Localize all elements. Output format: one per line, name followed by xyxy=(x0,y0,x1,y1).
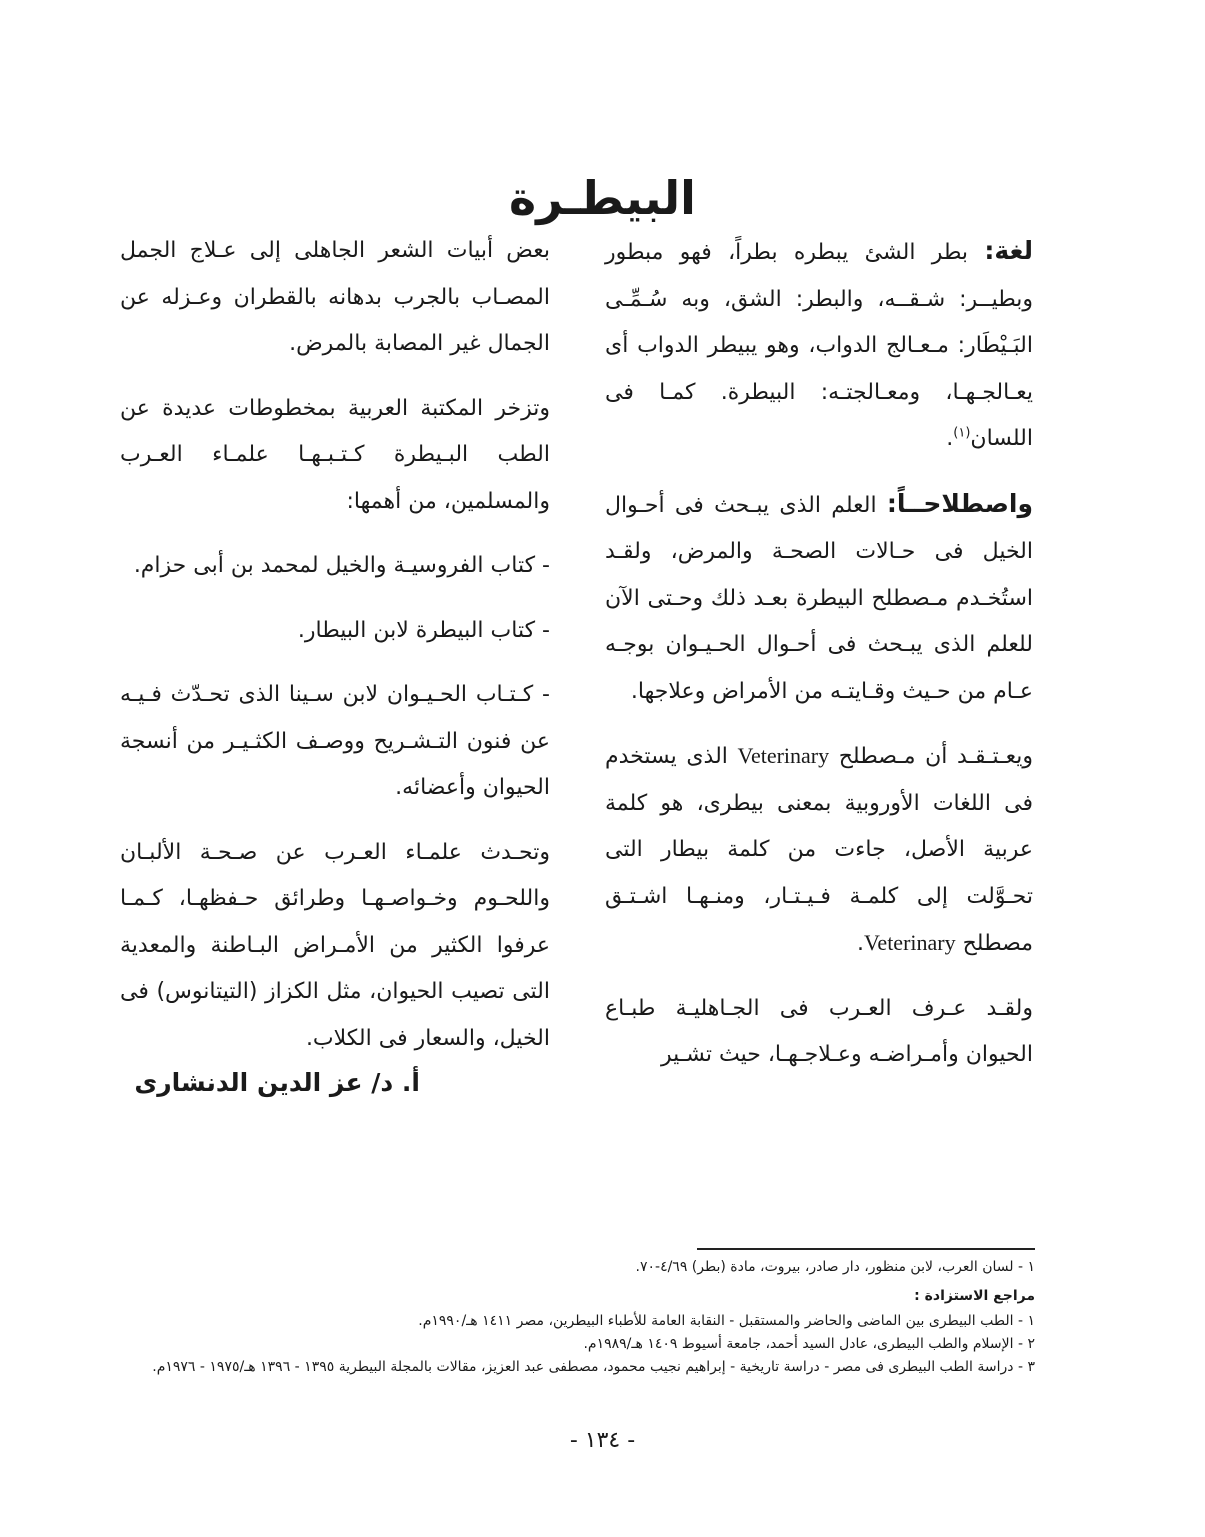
paragraph-poetry: بعض أبيات الشعر الجاهلى إلى عـلاج الجمل المصـاب بالجرب بدهانه بالقطران وعـزله عن الجمال غير المصابة بالمرض. xyxy=(120,238,550,356)
right-column xyxy=(605,228,1033,1097)
paragraph-linguistic-text: بطر الشئ يبطره بطراً، فهو مبطور وبطيــر: شـقــه، والبطر: الشق، وبه سُـمِّـى البَـيْطَار: مـعـالج الدواب، وهو يبيطر الدواب أى يعـالجـهـا، ومعـالجتـه: البيطرة. كمـا فى اللسان xyxy=(605,240,1033,451)
paragraph-veterinary-origin xyxy=(605,733,1033,968)
paragraph-linguistic xyxy=(605,228,1033,463)
paragraph-jahiliyya: ولقـد عـرف العـرب فى الجـاهليـة طبـاع الحيوان وأمـراضـه وعـلاجـهـا، حيث تشـير xyxy=(605,995,1033,1067)
further-reading-heading: مراجع الاستزادة : xyxy=(914,1288,1035,1304)
paragraph-veterinary-b: الذى يستخدم فى اللغات الأوروبية بمعنى بيطرى، هو كلمة عربية الأصل، جاءت من كلمة بيطار التى تحـوَّلت إلى كلمـة فـيـتـار، ومنـهـا اشـتـق مصطلح xyxy=(605,744,1033,956)
footnote-1: ١ - لسان العرب، لابن منظور، دار صادر، بيروت، مادة (بطر) ٤/٦٩-٧٠. xyxy=(635,1259,1035,1275)
footnotes xyxy=(120,1256,1035,1379)
list-item: - كتاب البيطرة لابن البيطار. xyxy=(297,617,550,643)
term-technical: واصطلاحــاً: xyxy=(886,488,1033,518)
footnote-divider xyxy=(697,1248,1035,1250)
list-item: - كـتـاب الحـيـوان لابن سـينا الذى تحـدّث فـيـه عن فنون التـشـريح ووصـف الكثـيـر من أنسجة الحيوان وأعضائه. xyxy=(120,682,550,800)
paragraph-veterinary-a: ويعـتـقـد أن مـصطلح xyxy=(829,744,1034,769)
reference-item: ١ - الطب البيطرى بين الماضى والحاضر والمستقبل - النقابة العامة للأطباء البيطرين، مصر ١٤١١ هـ/١٩٩٠م. xyxy=(418,1313,1035,1329)
term-linguistic: لغة: xyxy=(984,236,1033,265)
paragraph-technical xyxy=(605,481,1033,716)
paragraph-linguistic-end: . xyxy=(946,426,954,451)
page-title: البيطـرة xyxy=(509,170,696,225)
paragraph-milk-meat: وتحـدث علمـاء العـرب عن صـحـة الألبـان واللحـوم وخـواصـهـا وطرائق حـفظهـا، كـمـا عرفوا الكثير من الأمـراض البـاطنة والمعدية التى تصيب الحيوان، مثل الكزاز (التيتانوس) فى الخيل، والسعار فى الكلاب. xyxy=(120,839,550,1051)
paragraph-manuscripts: وتزخر المكتبة العربية بمخطوطات عديدة عن الطب البـيطرة كـتـبـهـا علمـاء العـرب والمسلمين، من أهمها: xyxy=(120,395,550,514)
paragraph-technical-text: العلم الذى يبـحث فى أحـوال الخيل فى حـالات الصحـة والمرض، ولقـد استُخـدم مـصطلح البيطرة بعـد ذلك وحـتى الآن للعلم الذى يبـحث فى أحـوال الحـيـوان بوجـه عـام من حـيث وقـايتـه من الأمراض وعلاجها. xyxy=(605,492,1033,704)
page-number: - ١٣٤ - xyxy=(569,1428,636,1453)
author-name: أ. د/ عز الدين الدنشارى xyxy=(134,1068,420,1097)
reference-item: ٣ - دراسة الطب البيطرى فى مصر - دراسة تاريخية - إبراهيم نجيب محمود، مصطفى عبد العزيز، مقالات بالمجلة البيطرية ١٣٩٥ - ١٣٩٦ هـ/١٩٧٥ - ١٩٧٦م. xyxy=(152,1359,1035,1375)
paragraph-veterinary-c: . xyxy=(856,931,864,956)
left-column xyxy=(120,228,550,1080)
latin-term-2: Veterinary xyxy=(863,930,956,955)
list-item: - كتاب الفروسيـة والخيل لمحمد بن أبى حزام. xyxy=(133,553,550,578)
latin-term-1: Veterinary xyxy=(737,743,830,768)
reference-item: ٢ - الإسلام والطب البيطرى، عادل السيد أحمد، جامعة أسيوط ١٤٠٩ هـ/١٩٨٩م. xyxy=(583,1336,1035,1352)
footnote-ref-1: (١) xyxy=(953,425,971,441)
